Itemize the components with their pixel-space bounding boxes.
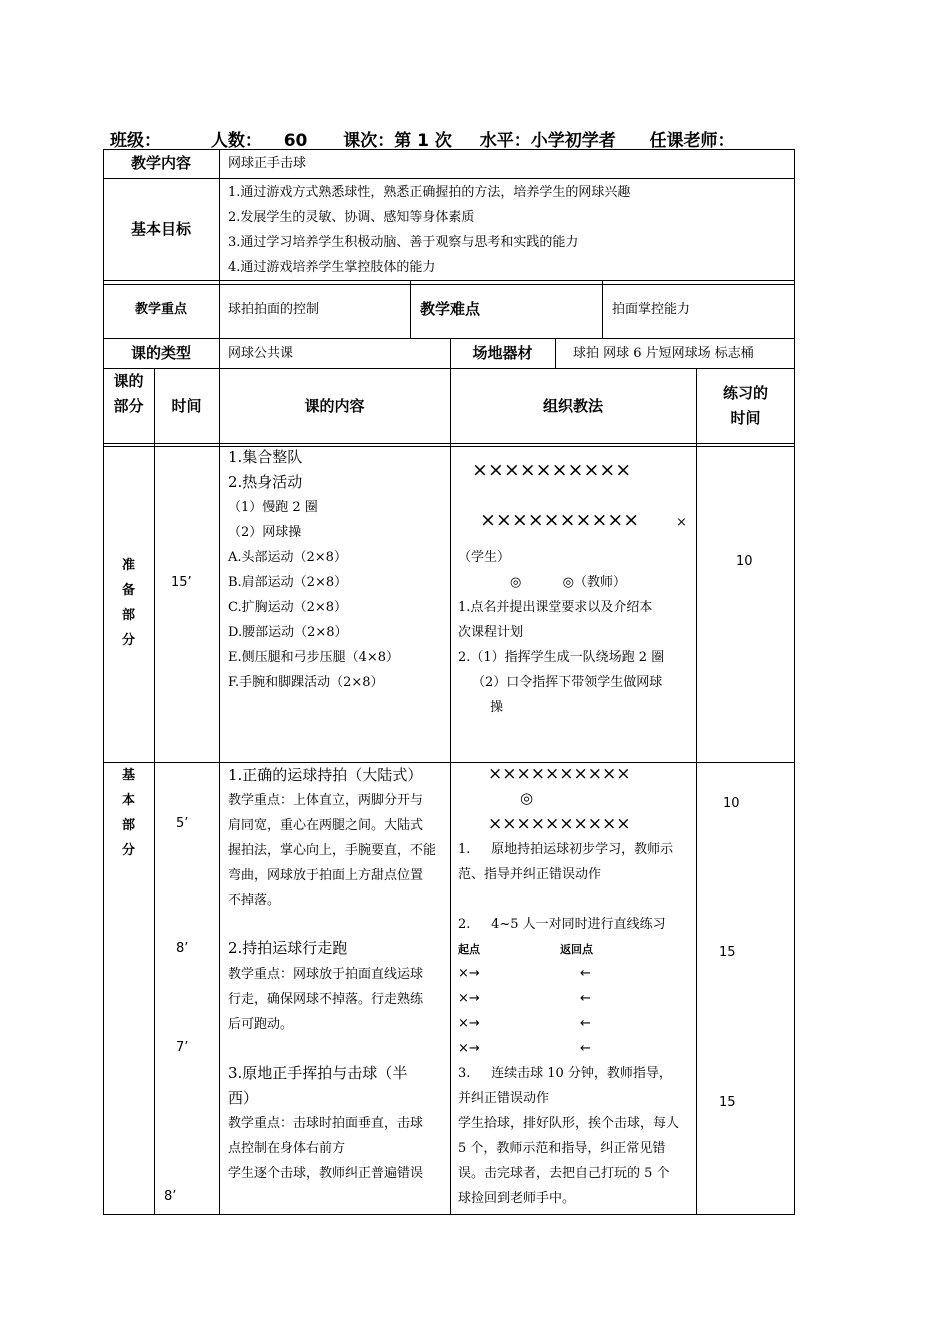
basic-method-line: 2. 4~5 人一对同时进行直线练习 — [458, 917, 666, 932]
drill-start: ×→ — [458, 1016, 480, 1031]
prep-content-line: （1）慢跑 2 圈 — [228, 500, 318, 515]
col-practice-1: 练习的 — [722, 384, 768, 402]
people-label: 人数： — [210, 131, 262, 151]
goal-item: 3.通过学习培养学生积极动脑、善于观察与思考和实践的能力 — [228, 235, 579, 250]
drill-return: ← — [580, 1041, 591, 1056]
basic-practice-time: 10 — [723, 796, 740, 811]
section1-line: 不掉落。 — [228, 893, 281, 908]
prep-practice-time: 10 — [736, 554, 753, 569]
basic-time: 5’ — [176, 816, 189, 831]
start-label: 起点 — [458, 943, 480, 956]
grid-line — [410, 280, 411, 339]
section1-line: 教学重点：上体直立，两脚分开与 — [228, 793, 424, 808]
prep-content-line: B.肩部运动（2×8） — [228, 575, 348, 590]
basic-method-line: 误。击完球者，去把自己打玩的 5 个 — [458, 1166, 670, 1181]
type-value: 网球公共课 — [228, 346, 294, 361]
drill-return: ← — [580, 966, 591, 981]
level-label: 水平：小学初学者 — [479, 131, 616, 151]
prep-content-line: D.腰部运动（2×8） — [228, 625, 348, 640]
prep-part-char: 准 — [121, 558, 135, 573]
basic-time: 8’ — [176, 941, 189, 956]
grid-line — [103, 368, 795, 369]
class-label: 班级： — [110, 131, 161, 151]
prep-content-line: A.头部运动（2×8） — [228, 550, 347, 565]
goal-item: 2.发展学生的灵敏、协调、感知等身体素质 — [228, 210, 475, 225]
focus-label: 教学重点 — [134, 302, 187, 317]
grid-line — [103, 762, 795, 763]
section3-title: 西） — [228, 1089, 259, 1107]
grid-line — [103, 338, 795, 339]
section1-line: 肩同宽，重心在两腿之间。大陆式 — [228, 818, 424, 833]
grid-line — [219, 149, 220, 1215]
formation-extra: × — [676, 515, 687, 530]
col-content: 课的内容 — [304, 397, 365, 415]
grid-line — [450, 338, 451, 1215]
goal-item: 1.通过游戏方式熟悉球性，熟悉正确握拍的方法，培养学生的网球兴趣 — [228, 185, 631, 200]
section3-title: 3.原地正手挥拍与击球（半 — [228, 1064, 408, 1082]
teacher-mark: ◎ — [520, 789, 534, 807]
difficulty-value: 拍面掌控能力 — [612, 302, 691, 317]
section1-line: 握拍法，掌心向上，手腕要直，不能 — [228, 843, 437, 858]
equip-value: 球拍 网球 6 片短网球场 标志桶 — [573, 346, 754, 361]
prep-part-char: 部 — [121, 608, 135, 623]
basic-method-line: 球捡回到老师手中。 — [458, 1191, 576, 1206]
basic-method-line: 学生拾球，排好队形，挨个击球，每人 — [458, 1116, 680, 1131]
basic-time: 7’ — [176, 1040, 189, 1055]
section3-line: 点控制在身体右前方 — [228, 1141, 346, 1156]
basic-method-line: 范、指导并纠正错误动作 — [458, 867, 602, 882]
col-time: 时间 — [171, 397, 202, 415]
section3-line: 学生逐个击球，教师纠正普遍错误 — [228, 1166, 424, 1181]
section1-line: 弯曲，网球放于拍面上方甜点位置 — [228, 868, 424, 883]
col-part-2: 部分 — [113, 397, 144, 415]
basic-part-char: 部 — [121, 818, 135, 833]
basic-practice-time: 15 — [719, 1095, 736, 1110]
difficulty-label: 教学难点 — [420, 300, 481, 318]
col-practice-2: 时间 — [730, 409, 761, 427]
col-method: 组织教法 — [542, 397, 603, 415]
basic-method-line: 1. 原地持拍运球初步学习，教师示 — [458, 842, 674, 857]
grid-line — [555, 338, 556, 369]
grid-line — [103, 443, 795, 444]
formation-row: ×××××××××× — [488, 764, 631, 784]
drill-start: ×→ — [458, 966, 480, 981]
formation-row: ×××××××××× — [472, 459, 632, 481]
prep-method-line: 操 — [490, 700, 504, 715]
header-line — [110, 126, 735, 151]
basic-part-char: 本 — [121, 793, 135, 808]
basic-method-line: 3. 连续击球 10 分钟，教师指导， — [458, 1066, 672, 1081]
grid-line — [103, 284, 795, 285]
formation-row: ×××××××××× — [480, 509, 640, 531]
section1-title: 1.正确的运球持拍（大陆式） — [228, 766, 423, 784]
teacher-marks: ◎ ◎（教师） — [510, 575, 627, 590]
section2-line: 后可跑动。 — [228, 1017, 294, 1032]
prep-content-line: F.手腕和脚踝活动（2×8） — [228, 675, 384, 690]
prep-part-char: 备 — [121, 583, 135, 598]
drill-return: ← — [580, 991, 591, 1006]
equip-label: 场地器材 — [472, 344, 533, 362]
drill-return: ← — [580, 1016, 591, 1031]
content-label: 教学内容 — [130, 154, 191, 172]
formation-row: ×××××××××× — [488, 814, 631, 834]
people-value: 60 — [283, 131, 308, 151]
basic-part-char: 基 — [121, 768, 135, 783]
return-label: 返回点 — [560, 943, 593, 956]
prep-method-line: 2.（1）指挥学生成一队绕场跑 2 圈 — [458, 650, 665, 665]
prep-time: 15’ — [171, 575, 192, 590]
basic-method-line: 并纠正错误动作 — [458, 1091, 550, 1106]
grid-line — [696, 368, 697, 1215]
col-part-1: 课的 — [113, 372, 144, 390]
prep-part-char: 分 — [121, 633, 135, 648]
section2-line: 行走，确保网球不掉落。行走熟练 — [228, 992, 424, 1007]
prep-content-line: 1.集合整队 — [228, 448, 303, 466]
grid-line — [103, 446, 795, 447]
type-label: 课的类型 — [130, 344, 191, 362]
grid-line — [103, 280, 795, 281]
basic-practice-time: 15 — [719, 945, 736, 960]
students-label: （学生） — [458, 550, 511, 565]
prep-content-line: C.扩胸运动（2×8） — [228, 600, 348, 615]
grid-line — [602, 280, 603, 339]
drill-start: ×→ — [458, 991, 480, 1006]
content-value: 网球正手击球 — [228, 156, 307, 171]
prep-method-line: 次课程计划 — [458, 625, 524, 640]
prep-content-line: 2.热身活动 — [228, 473, 303, 491]
goal-item: 4.通过游戏培养学生掌控肢体的能力 — [228, 260, 436, 275]
section3-line: 教学重点：击球时拍面垂直，击球 — [228, 1116, 424, 1131]
teacher-label: 任课老师： — [649, 131, 735, 151]
prep-content-line: E.侧压腿和弓步压腿（4×8） — [228, 650, 400, 665]
grid-line — [103, 178, 795, 179]
basic-time: 8’ — [164, 1189, 177, 1204]
section2-line: 教学重点：网球放于拍面直线运球 — [228, 967, 424, 982]
prep-content-line: （2）网球操 — [228, 525, 302, 540]
section2-title: 2.持拍运球行走跑 — [228, 939, 348, 957]
grid-line — [154, 368, 155, 1215]
session-label: 课次：第 1 次 — [343, 131, 452, 151]
basic-part-char: 分 — [121, 843, 135, 858]
drill-start: ×→ — [458, 1041, 480, 1056]
focus-value: 球拍拍面的控制 — [228, 302, 320, 317]
prep-method-line: 1.点名并提出课堂要求以及介绍本 — [458, 600, 653, 615]
basic-method-line: 5 个，教师示范和指导，纠正常见错 — [458, 1141, 666, 1156]
prep-method-line: （2）口令指挥下带领学生做网球 — [472, 675, 663, 690]
goals-label: 基本目标 — [130, 220, 191, 238]
